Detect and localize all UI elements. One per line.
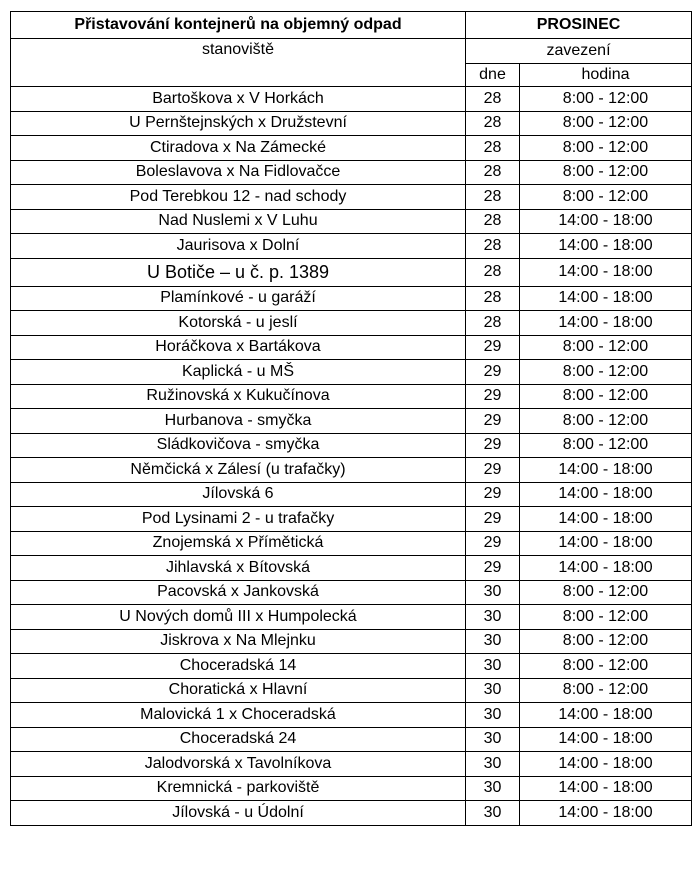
- day-cell: 30: [466, 801, 520, 826]
- hours-cell: 14:00 - 18:00: [520, 556, 692, 581]
- hours-cell: 8:00 - 12:00: [520, 136, 692, 161]
- location-cell: Jílovská - u Údolní: [11, 801, 466, 826]
- hours-cell: 8:00 - 12:00: [520, 160, 692, 185]
- location-cell: Sládkovičova - smyčka: [11, 433, 466, 458]
- table-row: [11, 311, 692, 336]
- table-row: [11, 629, 692, 654]
- table-row: [11, 482, 692, 507]
- location-cell: Jiskrova x Na Mlejnku: [11, 629, 466, 654]
- location-cell: Choratická x Hlavní: [11, 678, 466, 703]
- location-cell: Bartoškova x V Horkách: [11, 87, 466, 112]
- location-cell: Plamínkové - u garáží: [11, 286, 466, 311]
- day-cell: 28: [466, 258, 520, 286]
- day-cell: 29: [466, 335, 520, 360]
- table-row: [11, 433, 692, 458]
- table-row: [11, 801, 692, 826]
- table-row: [11, 703, 692, 728]
- table-title: Přistavování kontejnerů na objemný odpad: [11, 12, 466, 39]
- hours-cell: 8:00 - 12:00: [520, 433, 692, 458]
- location-cell: Horáčkova x Bartákova: [11, 335, 466, 360]
- day-cell: 30: [466, 605, 520, 630]
- table-row: [11, 87, 692, 112]
- hours-cell: 14:00 - 18:00: [520, 507, 692, 532]
- hours-cell: 8:00 - 12:00: [520, 678, 692, 703]
- day-cell: 29: [466, 458, 520, 483]
- day-cell: 30: [466, 727, 520, 752]
- table-row: [11, 136, 692, 161]
- hours-cell: 8:00 - 12:00: [520, 409, 692, 434]
- day-cell: 28: [466, 209, 520, 234]
- hours-cell: 14:00 - 18:00: [520, 482, 692, 507]
- day-cell: 29: [466, 360, 520, 385]
- delivery-header: zavezení: [466, 39, 692, 64]
- table-row: [11, 678, 692, 703]
- table-row: [11, 185, 692, 210]
- hours-cell: 8:00 - 12:00: [520, 360, 692, 385]
- day-cell: 28: [466, 136, 520, 161]
- hours-cell: 14:00 - 18:00: [520, 752, 692, 777]
- location-cell: Jaurisova x Dolní: [11, 234, 466, 259]
- day-cell: 28: [466, 111, 520, 136]
- hours-cell: 14:00 - 18:00: [520, 286, 692, 311]
- location-cell: Choceradská 24: [11, 727, 466, 752]
- day-cell: 30: [466, 629, 520, 654]
- table-row: [11, 384, 692, 409]
- day-cell: 28: [466, 87, 520, 112]
- hours-cell: 14:00 - 18:00: [520, 801, 692, 826]
- location-cell: Kotorská - u jeslí: [11, 311, 466, 336]
- table-row: [11, 160, 692, 185]
- hours-cell: 8:00 - 12:00: [520, 654, 692, 679]
- table-row: [11, 507, 692, 532]
- location-header: stanoviště: [11, 39, 466, 87]
- hours-cell: 8:00 - 12:00: [520, 605, 692, 630]
- location-cell: Nad Nuslemi x V Luhu: [11, 209, 466, 234]
- table-row: [11, 335, 692, 360]
- location-cell: Jihlavská x Bítovská: [11, 556, 466, 581]
- table-row: [11, 286, 692, 311]
- location-cell: Boleslavova x Na Fidlovačce: [11, 160, 466, 185]
- hours-cell: 8:00 - 12:00: [520, 185, 692, 210]
- day-cell: 30: [466, 580, 520, 605]
- hour-header: hodina: [520, 64, 692, 87]
- table-row: [11, 409, 692, 434]
- table-row: [11, 605, 692, 630]
- hours-cell: 8:00 - 12:00: [520, 87, 692, 112]
- day-cell: 30: [466, 752, 520, 777]
- table-row: [11, 727, 692, 752]
- location-cell: Hurbanova - smyčka: [11, 409, 466, 434]
- container-schedule-table: [10, 11, 692, 826]
- location-cell: Jílovská 6: [11, 482, 466, 507]
- location-cell: U Pernštejnských x Družstevní: [11, 111, 466, 136]
- day-cell: 29: [466, 507, 520, 532]
- day-cell: 29: [466, 531, 520, 556]
- day-cell: 30: [466, 678, 520, 703]
- location-cell: U Botiče – u č. p. 1389: [11, 258, 466, 286]
- day-cell: 28: [466, 311, 520, 336]
- day-cell: 29: [466, 384, 520, 409]
- location-cell: Choceradská 14: [11, 654, 466, 679]
- hours-cell: 8:00 - 12:00: [520, 384, 692, 409]
- hours-cell: 14:00 - 18:00: [520, 727, 692, 752]
- day-cell: 30: [466, 776, 520, 801]
- table-row: [11, 580, 692, 605]
- location-cell: Ctiradova x Na Zámecké: [11, 136, 466, 161]
- table-row: [11, 654, 692, 679]
- table-row: [11, 111, 692, 136]
- day-cell: 30: [466, 703, 520, 728]
- table-row: [11, 209, 692, 234]
- hours-cell: 14:00 - 18:00: [520, 776, 692, 801]
- hours-cell: 14:00 - 18:00: [520, 458, 692, 483]
- location-cell: Pod Lysinami 2 - u trafačky: [11, 507, 466, 532]
- table-row: [11, 360, 692, 385]
- hours-cell: 14:00 - 18:00: [520, 234, 692, 259]
- hours-cell: 14:00 - 18:00: [520, 703, 692, 728]
- hours-cell: 8:00 - 12:00: [520, 629, 692, 654]
- hours-cell: 8:00 - 12:00: [520, 580, 692, 605]
- table-row: [11, 556, 692, 581]
- location-cell: U Nových domů III x Humpolecká: [11, 605, 466, 630]
- table-row: [11, 458, 692, 483]
- table-row: [11, 258, 692, 286]
- table-subheader-row: [11, 39, 692, 64]
- day-cell: 29: [466, 409, 520, 434]
- day-cell: 28: [466, 234, 520, 259]
- month-header: PROSINEC: [466, 12, 692, 39]
- day-cell: 28: [466, 160, 520, 185]
- table-row: [11, 776, 692, 801]
- location-cell: Znojemská x Přímětická: [11, 531, 466, 556]
- hours-cell: 14:00 - 18:00: [520, 531, 692, 556]
- table-title-row: [11, 12, 692, 39]
- location-cell: Kaplická - u MŠ: [11, 360, 466, 385]
- hours-cell: 8:00 - 12:00: [520, 335, 692, 360]
- table-row: [11, 531, 692, 556]
- table-row: [11, 234, 692, 259]
- hours-cell: 14:00 - 18:00: [520, 258, 692, 286]
- day-cell: 29: [466, 482, 520, 507]
- hours-cell: 14:00 - 18:00: [520, 311, 692, 336]
- location-cell: Pod Terebkou 12 - nad schody: [11, 185, 466, 210]
- day-cell: 29: [466, 433, 520, 458]
- location-cell: Ružinovská x Kukučínova: [11, 384, 466, 409]
- hours-cell: 14:00 - 18:00: [520, 209, 692, 234]
- day-cell: 28: [466, 185, 520, 210]
- location-cell: Pacovská x Jankovská: [11, 580, 466, 605]
- day-header: dne: [466, 64, 520, 87]
- location-cell: Kremnická - parkoviště: [11, 776, 466, 801]
- day-cell: 29: [466, 556, 520, 581]
- day-cell: 30: [466, 654, 520, 679]
- location-cell: Jalodvorská x Tavolníkova: [11, 752, 466, 777]
- location-cell: Malovická 1 x Choceradská: [11, 703, 466, 728]
- location-cell: Němčická x Zálesí (u trafačky): [11, 458, 466, 483]
- table-row: [11, 752, 692, 777]
- day-cell: 28: [466, 286, 520, 311]
- hours-cell: 8:00 - 12:00: [520, 111, 692, 136]
